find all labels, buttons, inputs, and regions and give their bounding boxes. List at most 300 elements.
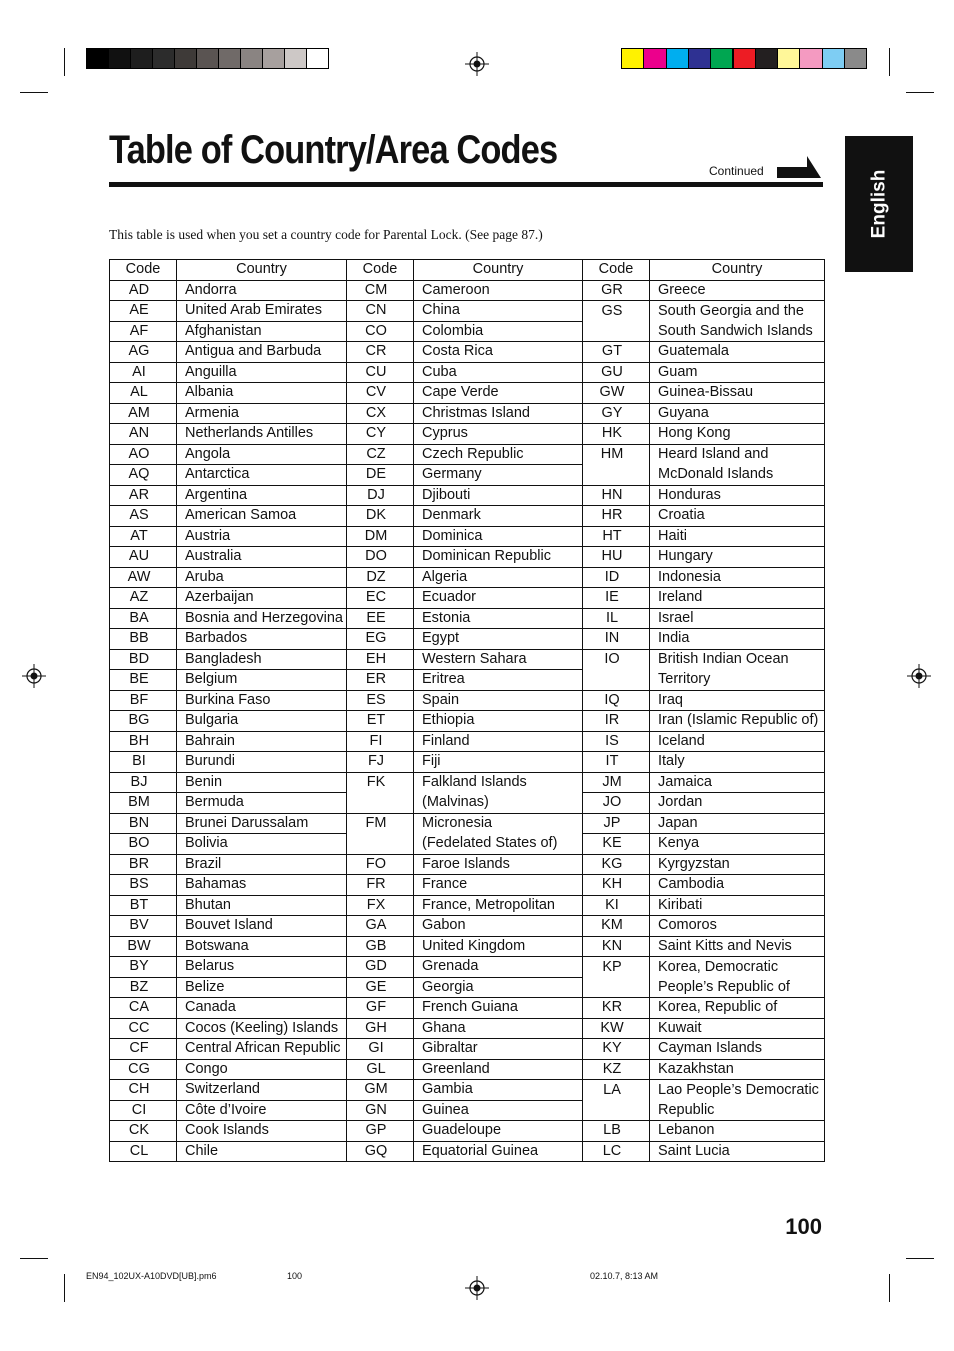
table-row (110, 998, 825, 1019)
country-cell: Congo (177, 1059, 347, 1080)
code-cell: HM (583, 444, 650, 465)
country-cell: Bangladesh (177, 649, 347, 670)
country-cell: Spain (414, 690, 583, 711)
country-cell: Burkina Faso (177, 690, 347, 711)
table-row (110, 895, 825, 916)
code-cell: BA (110, 608, 177, 629)
country-cell: Colombia (414, 321, 583, 342)
code-cell: BG (110, 711, 177, 732)
table-row (110, 772, 825, 793)
country-cell: Gibraltar (414, 1039, 583, 1060)
table-row (110, 629, 825, 650)
code-cell: LC (583, 1141, 650, 1162)
table-row (110, 1080, 825, 1101)
country-cell: Brunei Darussalam (177, 813, 347, 834)
country-cell: Brazil (177, 854, 347, 875)
color-swatch (666, 48, 689, 69)
column-header-code: Code (347, 260, 414, 281)
table-row (110, 403, 825, 424)
gray-swatch (152, 48, 175, 69)
code-cell: CZ (347, 444, 414, 465)
code-cell: KE (583, 834, 650, 855)
country-cell: Costa Rica (414, 342, 583, 363)
country-cell: Angola (177, 444, 347, 465)
country-cell: Heard Island and (658, 446, 769, 462)
country-cell: Ghana (414, 1018, 583, 1039)
country-cell: Fiji (414, 752, 583, 773)
country-cell: Kazakhstan (650, 1059, 825, 1080)
code-cell: AS (110, 506, 177, 527)
code-cell: AI (110, 362, 177, 383)
code-cell: KI (583, 895, 650, 916)
country-cell: China (414, 301, 583, 322)
country-cell: Korea, Democratic (658, 958, 779, 975)
country-cell: British Indian Ocean (658, 651, 789, 667)
code-cell: DZ (347, 567, 414, 588)
column-header-country: Country (650, 260, 825, 281)
country-cell: Ireland (650, 588, 825, 609)
country-cell: Hungary (650, 547, 825, 568)
table-row (110, 485, 825, 506)
footer-page: 100 (287, 1271, 303, 1281)
code-cell: HR (583, 506, 650, 527)
country-cell: Bahrain (177, 731, 347, 752)
table-row (110, 711, 825, 732)
country-cell: Greenland (414, 1059, 583, 1080)
code-cell: BV (110, 916, 177, 937)
country-cell: India (650, 629, 825, 650)
country-cell: Iraq (650, 690, 825, 711)
country-cell: Algeria (414, 567, 583, 588)
code-cell: HN (583, 485, 650, 506)
table-row (110, 567, 825, 588)
code-cell: GP (347, 1121, 414, 1142)
country-cell: Cook Islands (177, 1121, 347, 1142)
code-cell: ER (347, 670, 414, 691)
column-header-country: Country (414, 260, 583, 281)
country-cell: Micronesia (414, 813, 583, 834)
code-cell: BE (110, 670, 177, 691)
code-cell: AQ (110, 465, 177, 486)
gray-swatch (108, 48, 131, 69)
country-cell: Antigua and Barbuda (177, 342, 347, 363)
country-cell: Guyana (650, 403, 825, 424)
code-cell: GY (583, 403, 650, 424)
country-cell: Kyrgyzstan (650, 854, 825, 875)
code-cell (347, 834, 414, 855)
crop-mark (906, 1258, 934, 1259)
code-cell: CY (347, 424, 414, 445)
country-cell: Bulgaria (177, 711, 347, 732)
gray-swatch (284, 48, 307, 69)
crop-mark (64, 48, 65, 76)
country-cell: Central African Republic (177, 1039, 347, 1060)
table-row (110, 588, 825, 609)
color-swatch (643, 48, 666, 69)
footer-filename: EN94_102UX-A10DVD[UB].pm6 (86, 1271, 217, 1281)
code-cell (583, 465, 650, 486)
country-cell: Germany (414, 465, 583, 486)
code-cell: AD (110, 280, 177, 301)
code-cell: AU (110, 547, 177, 568)
code-cell: KP (583, 957, 650, 978)
table-row (110, 547, 825, 568)
code-cell: ES (347, 690, 414, 711)
country-cell: Cyprus (414, 424, 583, 445)
country-cell: Saint Kitts and Nevis (650, 936, 825, 957)
code-cell: IE (583, 588, 650, 609)
code-cell: CI (110, 1100, 177, 1121)
code-cell: EG (347, 629, 414, 650)
table-row (110, 301, 825, 322)
code-cell: CA (110, 998, 177, 1019)
column-header-code: Code (583, 260, 650, 281)
table-row (110, 526, 825, 547)
code-cell: AW (110, 567, 177, 588)
country-cell: Croatia (650, 506, 825, 527)
table-row (110, 957, 825, 978)
color-swatch (799, 48, 822, 69)
table-row (110, 752, 825, 773)
code-cell: JO (583, 793, 650, 814)
code-cell: GL (347, 1059, 414, 1080)
country-cell: France, Metropolitan (414, 895, 583, 916)
country-cell: Austria (177, 526, 347, 547)
table-body (110, 280, 825, 1162)
table-header-row (110, 260, 825, 281)
country-cell: Christmas Island (414, 403, 583, 424)
code-cell: FR (347, 875, 414, 896)
country-cell: Finland (414, 731, 583, 752)
code-cell: FK (347, 772, 414, 793)
code-cell: AR (110, 485, 177, 506)
code-cell: KG (583, 854, 650, 875)
country-cell: Czech Republic (414, 444, 583, 465)
code-cell: CN (347, 301, 414, 322)
country-cell: Saint Lucia (650, 1141, 825, 1162)
code-cell: GD (347, 957, 414, 978)
country-cell: Haiti (650, 526, 825, 547)
code-cell: GF (347, 998, 414, 1019)
code-cell: EE (347, 608, 414, 629)
code-cell: HK (583, 424, 650, 445)
table-row (110, 1039, 825, 1060)
country-cell: Anguilla (177, 362, 347, 383)
country-cell: Ethiopia (414, 711, 583, 732)
country-cell: Kenya (650, 834, 825, 855)
country-cell: Ecuador (414, 588, 583, 609)
intro-text: This table is used when you set a country code for Parental Lock. (See page 87.) (109, 227, 543, 242)
country-codes-table (109, 259, 825, 1162)
table-row (110, 854, 825, 875)
code-cell: FJ (347, 752, 414, 773)
country-cell: Kuwait (650, 1018, 825, 1039)
registration-mark-icon (465, 52, 489, 76)
country-cell: Bahamas (177, 875, 347, 896)
country-cell: (Fedelated States of) (414, 834, 583, 855)
table-row (110, 444, 825, 465)
code-cell: HT (583, 526, 650, 547)
code-cell: CG (110, 1059, 177, 1080)
code-cell: AZ (110, 588, 177, 609)
code-cell: IQ (583, 690, 650, 711)
registration-mark-icon (907, 664, 931, 688)
language-tab-label: English (868, 169, 889, 239)
table-row (110, 834, 825, 855)
country-cell: Denmark (414, 506, 583, 527)
color-swatch (844, 48, 867, 69)
code-cell: BW (110, 936, 177, 957)
code-cell: BI (110, 752, 177, 773)
table-row (110, 465, 825, 486)
country-cell: Hong Kong (650, 424, 825, 445)
country-cell: Azerbaijan (177, 588, 347, 609)
code-cell: IO (583, 649, 650, 670)
table-row (110, 936, 825, 957)
country-cell: Djibouti (414, 485, 583, 506)
table-row (110, 383, 825, 404)
continued-label: Continued (709, 164, 764, 178)
code-cell: CX (347, 403, 414, 424)
code-cell: BF (110, 690, 177, 711)
country-cell: Guinea (414, 1100, 583, 1121)
code-cell: KZ (583, 1059, 650, 1080)
code-cell: BZ (110, 977, 177, 998)
code-cell: HU (583, 547, 650, 568)
color-swatch (710, 48, 733, 69)
gray-swatch (196, 48, 219, 69)
code-cell: EC (347, 588, 414, 609)
code-cell: CK (110, 1121, 177, 1142)
country-cell: Andorra (177, 280, 347, 301)
country-cell: Bolivia (177, 834, 347, 855)
gray-swatch (86, 48, 109, 69)
code-cell: BD (110, 649, 177, 670)
code-cell: KM (583, 916, 650, 937)
table-row (110, 1018, 825, 1039)
country-cell: Iceland (650, 731, 825, 752)
code-cell: CR (347, 342, 414, 363)
code-cell: AE (110, 301, 177, 322)
country-cell: Grenada (414, 957, 583, 978)
crop-mark (20, 1258, 48, 1259)
table-row (110, 608, 825, 629)
code-cell: GB (347, 936, 414, 957)
code-cell: AO (110, 444, 177, 465)
code-cell: BB (110, 629, 177, 650)
code-cell: BY (110, 957, 177, 978)
table-row (110, 280, 825, 301)
code-cell: KR (583, 998, 650, 1019)
country-cell: Botswana (177, 936, 347, 957)
code-cell: IS (583, 731, 650, 752)
table-row (110, 506, 825, 527)
table-row (110, 1141, 825, 1162)
code-cell: KY (583, 1039, 650, 1060)
country-cell: Italy (650, 752, 825, 773)
country-cell: Jamaica (650, 772, 825, 793)
code-cell: IR (583, 711, 650, 732)
country-cell: Guadeloupe (414, 1121, 583, 1142)
country-cell: Barbados (177, 629, 347, 650)
country-cell: Canada (177, 998, 347, 1019)
country-cell: Burundi (177, 752, 347, 773)
code-cell: AN (110, 424, 177, 445)
code-cell: BT (110, 895, 177, 916)
registration-mark-icon (22, 664, 46, 688)
color-swatch (733, 48, 756, 69)
country-cell: Cayman Islands (650, 1039, 825, 1060)
country-cell: Guatemala (650, 342, 825, 363)
country-cell: Cameroon (414, 280, 583, 301)
code-cell: GN (347, 1100, 414, 1121)
country-cell: Dominican Republic (414, 547, 583, 568)
code-cell: LA (583, 1080, 650, 1101)
code-cell: BO (110, 834, 177, 855)
code-cell: CV (347, 383, 414, 404)
country-cell: Honduras (650, 485, 825, 506)
code-cell: DK (347, 506, 414, 527)
code-cell: KW (583, 1018, 650, 1039)
code-cell: BR (110, 854, 177, 875)
country-cell: Argentina (177, 485, 347, 506)
country-cell: Antarctica (177, 465, 347, 486)
code-cell: GH (347, 1018, 414, 1039)
code-cell: BH (110, 731, 177, 752)
code-cell: AF (110, 321, 177, 342)
crop-mark (64, 1274, 65, 1302)
gray-swatch (240, 48, 263, 69)
country-cell: Faroe Islands (414, 854, 583, 875)
code-cell: FM (347, 813, 414, 834)
country-cell: Switzerland (177, 1080, 347, 1101)
code-cell: JP (583, 813, 650, 834)
country-cell: Chile (177, 1141, 347, 1162)
country-cell: France (414, 875, 583, 896)
code-cell: BS (110, 875, 177, 896)
code-cell: IN (583, 629, 650, 650)
code-cell: CU (347, 362, 414, 383)
country-cell: Territory (650, 670, 825, 691)
code-cell: DJ (347, 485, 414, 506)
code-cell: DO (347, 547, 414, 568)
country-cell: Japan (650, 813, 825, 834)
country-cell: Bosnia and Herzegovina (177, 608, 347, 629)
crop-mark (889, 1274, 890, 1302)
country-cell: Indonesia (650, 567, 825, 588)
country-cell: Australia (177, 547, 347, 568)
code-cell: DE (347, 465, 414, 486)
code-cell: ET (347, 711, 414, 732)
table-row (110, 731, 825, 752)
country-cell: Netherlands Antilles (177, 424, 347, 445)
table-row (110, 916, 825, 937)
crop-mark (20, 92, 48, 93)
code-cell: GM (347, 1080, 414, 1101)
table-row (110, 670, 825, 691)
code-cell: GE (347, 977, 414, 998)
color-swatch (688, 48, 711, 69)
code-cell: CL (110, 1141, 177, 1162)
code-cell: GQ (347, 1141, 414, 1162)
country-cell: Bermuda (177, 793, 347, 814)
title-rule (109, 182, 823, 187)
code-cell: EH (347, 649, 414, 670)
code-cell: GA (347, 916, 414, 937)
country-cell: Gambia (414, 1080, 583, 1101)
country-cell: Georgia (414, 977, 583, 998)
code-cell: AM (110, 403, 177, 424)
table-row (110, 424, 825, 445)
code-cell: GW (583, 383, 650, 404)
column-header-country: Country (177, 260, 347, 281)
code-cell: KN (583, 936, 650, 957)
code-cell: CM (347, 280, 414, 301)
country-cell: Jordan (650, 793, 825, 814)
table-row (110, 1059, 825, 1080)
gray-swatch (174, 48, 197, 69)
code-cell: BJ (110, 772, 177, 793)
country-cell: French Guiana (414, 998, 583, 1019)
country-cell: Cocos (Keeling) Islands (177, 1018, 347, 1039)
code-cell: AL (110, 383, 177, 404)
country-cell: Estonia (414, 608, 583, 629)
country-cell: Korea, Republic of (650, 998, 825, 1019)
country-cell: American Samoa (177, 506, 347, 527)
country-cell: Bhutan (177, 895, 347, 916)
country-cell: Israel (650, 608, 825, 629)
table-row (110, 321, 825, 342)
table-row (110, 1121, 825, 1142)
country-cell: Lao People’s Democratic (658, 1081, 819, 1098)
code-cell: KH (583, 875, 650, 896)
country-cell: McDonald Islands (650, 465, 825, 486)
code-cell: GT (583, 342, 650, 363)
table-row (110, 342, 825, 363)
country-cell: People’s Republic of (650, 977, 825, 998)
table-row (110, 1100, 825, 1121)
code-cell: CO (347, 321, 414, 342)
code-cell: GU (583, 362, 650, 383)
country-cell: Kiribati (650, 895, 825, 916)
country-cell: Afghanistan (177, 321, 347, 342)
code-cell (583, 670, 650, 691)
country-cell: Bouvet Island (177, 916, 347, 937)
table-row (110, 793, 825, 814)
table-row (110, 813, 825, 834)
code-cell: IL (583, 608, 650, 629)
code-cell: GI (347, 1039, 414, 1060)
continued-arrow-icon (777, 156, 823, 180)
table-row (110, 875, 825, 896)
gray-swatch (262, 48, 285, 69)
country-cell: Armenia (177, 403, 347, 424)
footer-timestamp: 02.10.7, 8:13 AM (590, 1271, 659, 1281)
code-cell (347, 793, 414, 814)
country-cell: (Malvinas) (414, 793, 583, 814)
country-cell: United Kingdom (414, 936, 583, 957)
code-cell: LB (583, 1121, 650, 1142)
color-swatch (777, 48, 800, 69)
code-cell: GR (583, 280, 650, 301)
country-cell: Cuba (414, 362, 583, 383)
country-cell: Belarus (177, 957, 347, 978)
table-row (110, 362, 825, 383)
code-cell: FO (347, 854, 414, 875)
country-cell: Belize (177, 977, 347, 998)
code-cell: ID (583, 567, 650, 588)
code-cell: IT (583, 752, 650, 773)
